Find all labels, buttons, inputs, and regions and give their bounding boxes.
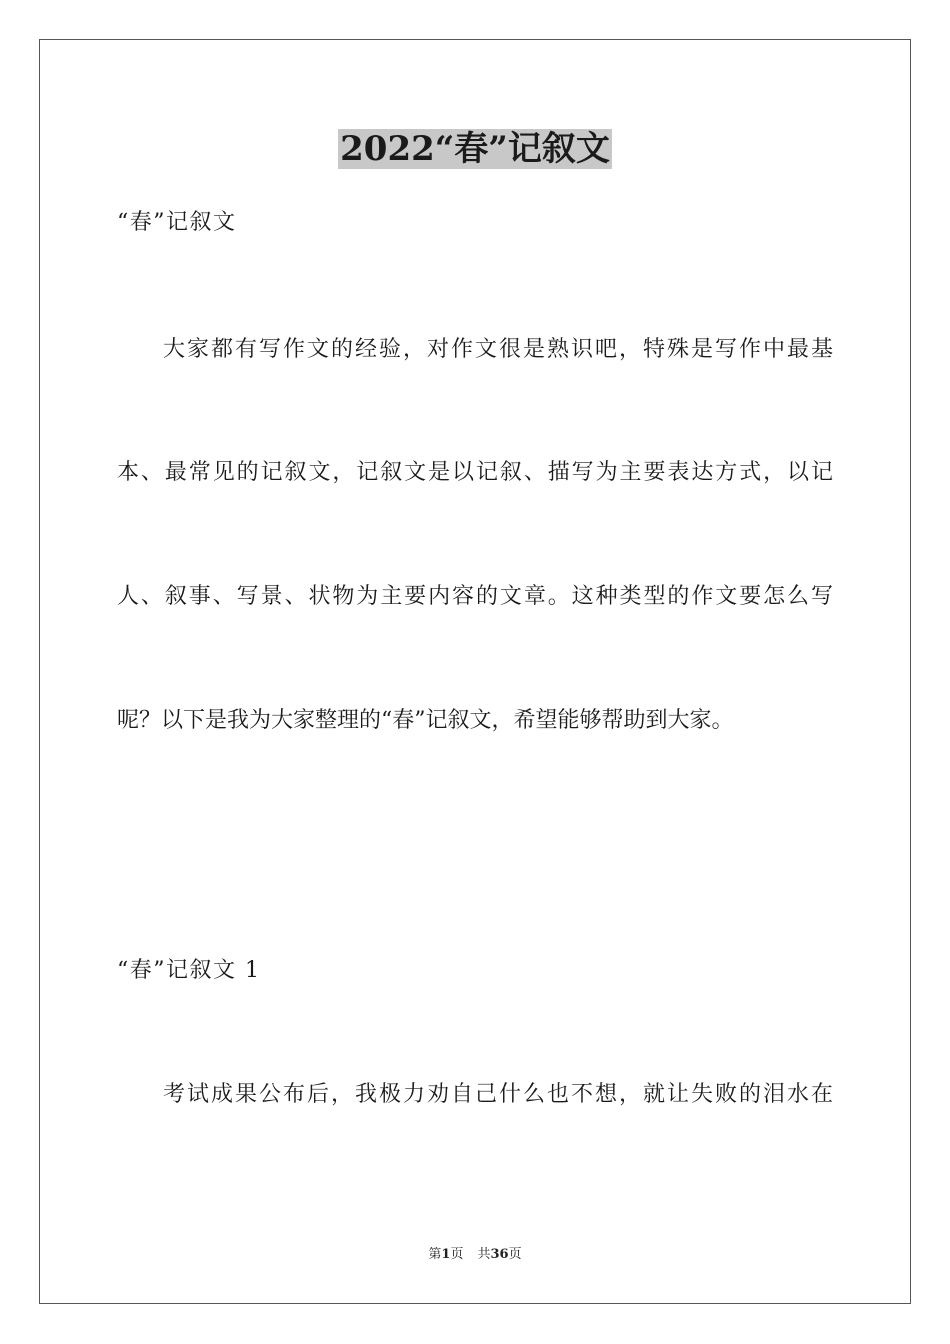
page-number-prefix: 第 bbox=[428, 1247, 442, 1262]
intro-paragraph-line: 本、最常见的记叙文，记叙文是以记叙、描写为主要表达方式，以记 bbox=[117, 460, 833, 485]
section-paragraph-line: 考试成果公布后，我极力劝自己什么也不想，就让失败的泪水在 bbox=[163, 1082, 833, 1107]
page-footer bbox=[0, 1246, 950, 1264]
page-number: 1 bbox=[441, 1247, 451, 1262]
section-heading: “春”记叙文 1 bbox=[117, 958, 261, 983]
total-pages-prefix: 共 bbox=[477, 1247, 491, 1262]
document-title bbox=[0, 126, 950, 172]
total-pages-suffix: 页 bbox=[508, 1247, 522, 1262]
document-title-text: 2022“春”记叙文 bbox=[340, 129, 610, 169]
intro-paragraph-line: 呢？以下是我为大家整理的“春”记叙文，希望能够帮助到大家。 bbox=[117, 708, 734, 733]
intro-paragraph-line: 人、叙事、写景、状物为主要内容的文章。这种类型的作文要怎么写 bbox=[117, 584, 833, 609]
intro-paragraph-line: 大家都有写作文的经验，对作文很是熟识吧，特殊是写作中最基 bbox=[163, 337, 833, 362]
total-pages: 36 bbox=[490, 1247, 509, 1262]
page-number-suffix: 页 bbox=[450, 1247, 464, 1262]
document-subtitle: “春”记叙文 bbox=[117, 210, 237, 235]
